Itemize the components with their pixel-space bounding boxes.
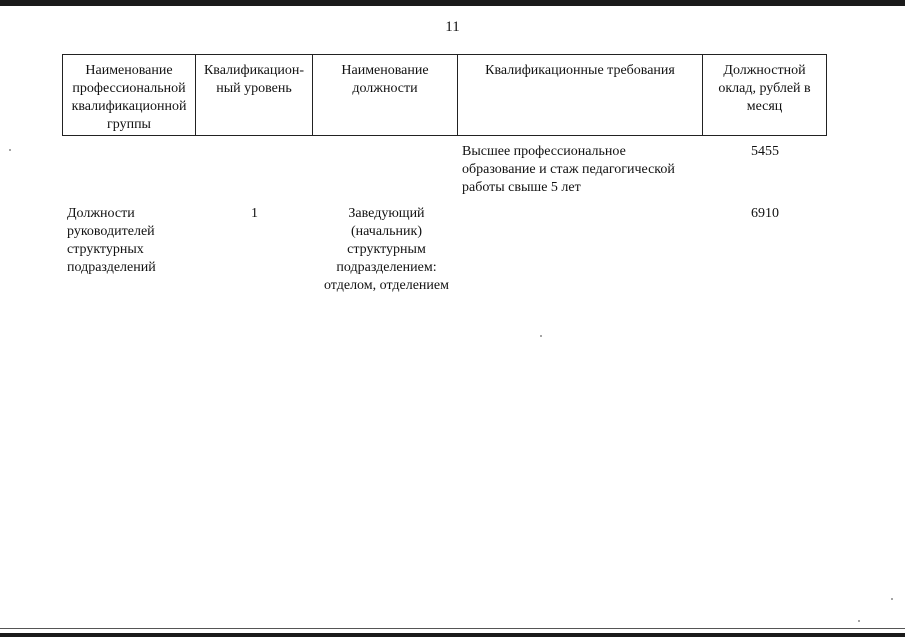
- row2-group-name: Должности руководителей структурных подразделений: [67, 206, 156, 275]
- row2-qualification-level: 1: [251, 206, 258, 221]
- scan-speck: [858, 620, 860, 622]
- scan-speck: [540, 335, 542, 337]
- bottom-border-rule: [0, 633, 905, 637]
- header-position-name: Наименование должности: [313, 55, 458, 136]
- header-group-name: Наименование профессиональной квалификационной группы: [63, 55, 196, 136]
- header-qualification-level: Квалификацион-ный уровень: [196, 55, 313, 136]
- row2-position-name: Заведующий (начальник) структурным подразделением: отделом, отделением: [323, 206, 449, 293]
- row2-salary: 6910: [751, 206, 779, 221]
- header-salary: Должностной оклад, рублей в месяц: [703, 55, 827, 136]
- row1-salary: 5455: [751, 144, 779, 159]
- page-number: 11: [445, 19, 460, 35]
- bottom-border-thin-rule: [0, 628, 905, 629]
- header-row: [63, 55, 827, 136]
- top-border-rule: [0, 0, 905, 6]
- header-requirements: Квалификационные требования: [458, 55, 703, 136]
- scan-speck: [891, 598, 893, 600]
- row1-requirements: Высшее профессиональное образование и стаж педагогической работы свыше 5 лет: [462, 144, 675, 195]
- scan-speck: [9, 149, 11, 151]
- table-header: [62, 54, 827, 136]
